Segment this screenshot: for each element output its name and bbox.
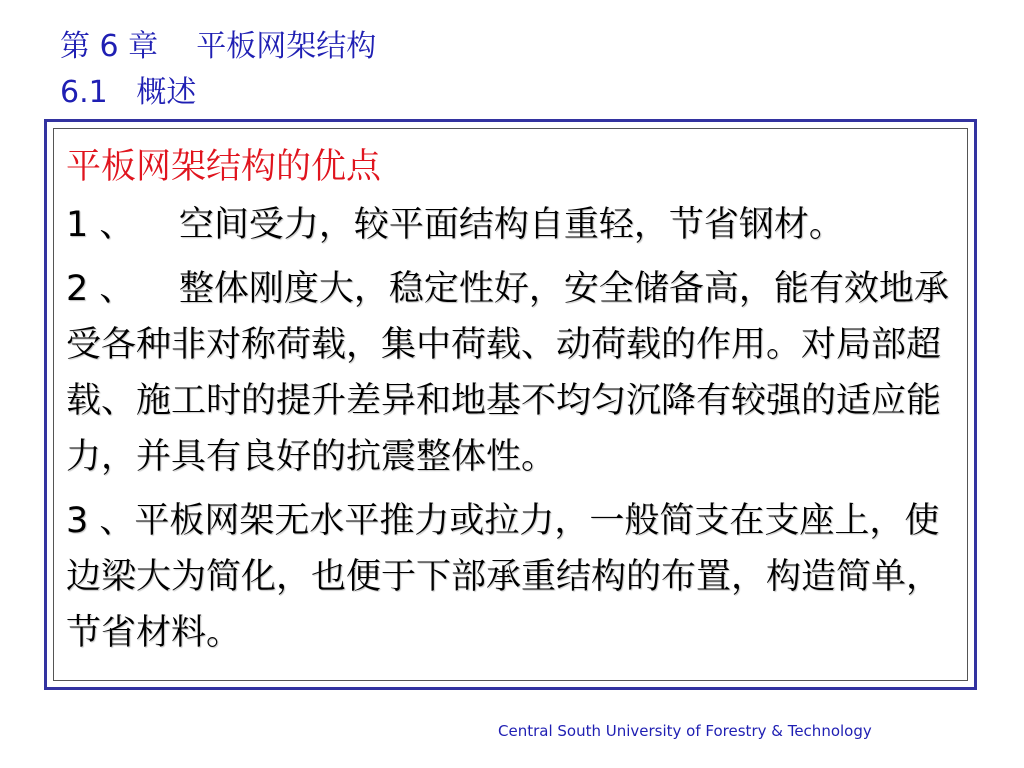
point-3-number: 3 — [66, 501, 100, 541]
point-1-number: 1 、 — [66, 205, 135, 245]
point-1 — [66, 197, 957, 253]
content-frame — [44, 119, 977, 690]
chapter-title: 第 6 章 平板网架结构 — [60, 29, 377, 64]
section-title: 6.1 概述 — [60, 75, 197, 110]
point-2-number: 2 、 — [66, 269, 135, 309]
point-2 — [66, 261, 957, 485]
footer-institution: Central South University of Forestry & Technology — [498, 722, 872, 740]
slide-header — [60, 29, 377, 110]
point-1-text: 空间受力，较平面结构自重轻，节省钢材。 — [134, 205, 844, 245]
point-2-text: 整体刚度大，稳定性好，安全储备高，能有效地承受各种非对称荷载，集中荷载、动荷载的作用。对局部超载、施工时的提升差异和地基不均匀沉降有较强的适应能力，并具有良好的抗震整体性。 — [66, 269, 949, 477]
point-3 — [66, 493, 957, 661]
content-inner-frame — [53, 128, 968, 681]
point-3-text: 、平板网架无水平推力或拉力，一般简支在支座上，使边梁大为简化，也便于下部承重结构的布置，构造简单，节省材料。 — [66, 501, 942, 653]
box-title: 平板网架结构的优点 — [66, 147, 382, 187]
